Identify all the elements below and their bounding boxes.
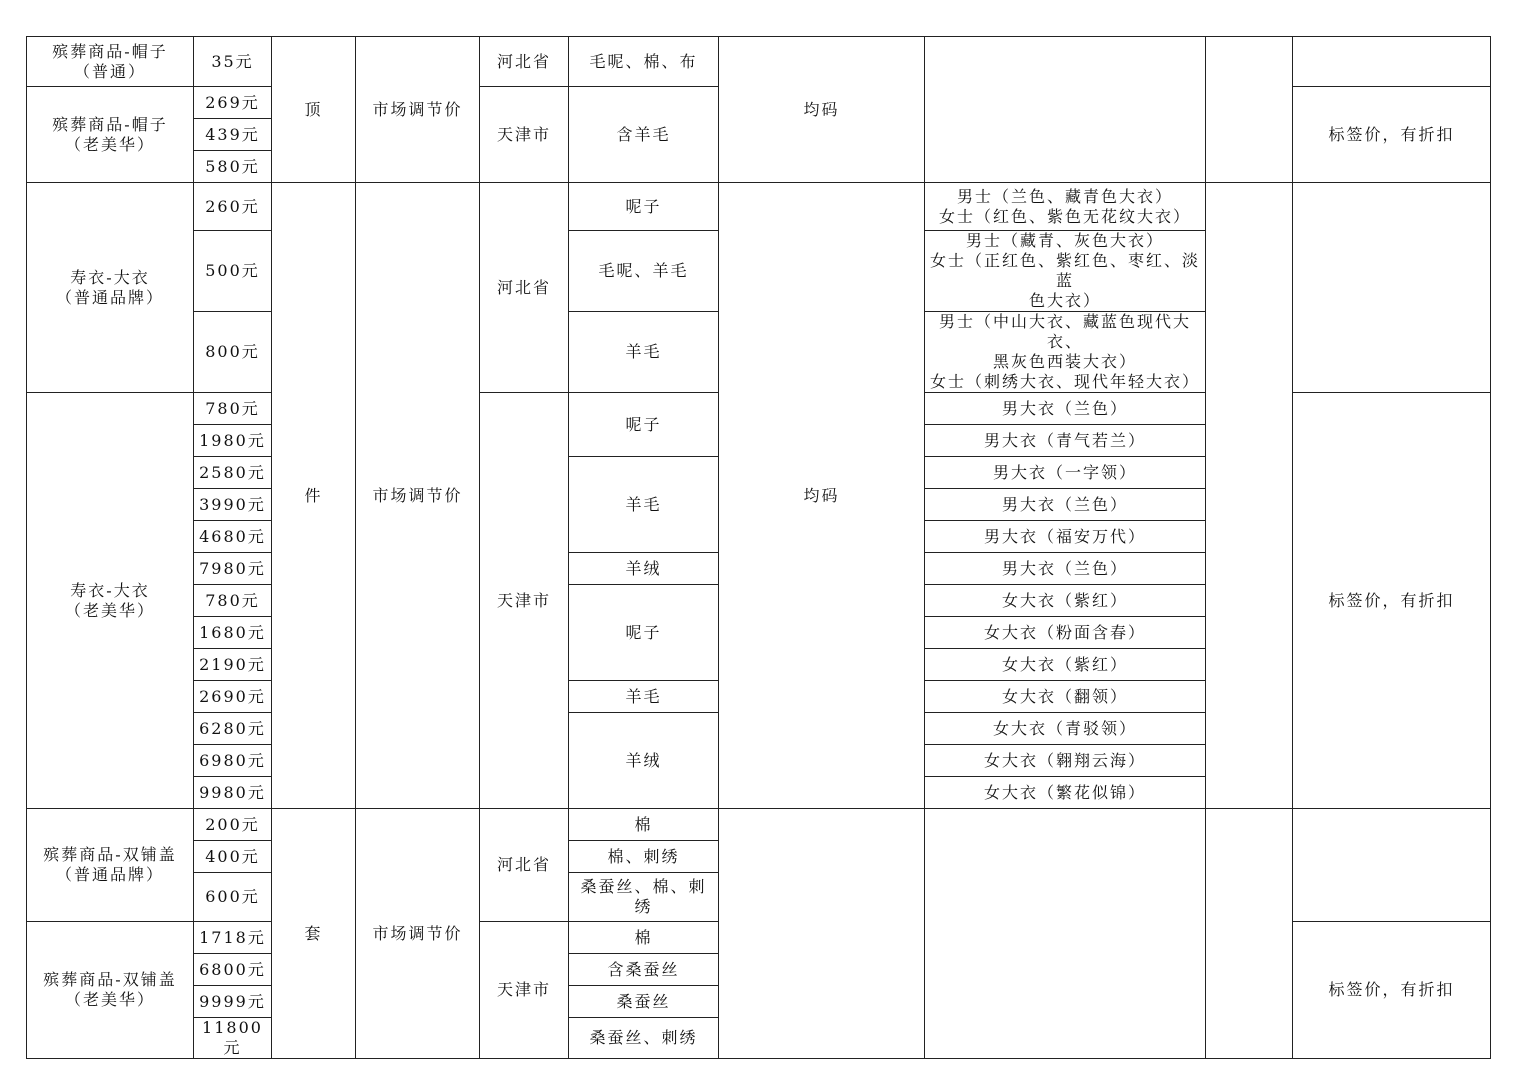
product-name: 寿衣-大衣 （老美华） [27,393,194,809]
table-row [27,809,1491,841]
description-cell: 女大衣（紫红） [925,585,1206,617]
description-cell: 女大衣（繁花似锦） [925,777,1206,809]
description-cell: 女大衣（紫红） [925,649,1206,681]
description-cell [925,809,1206,1059]
description-cell: 女大衣（翻领） [925,681,1206,713]
table-row [27,183,1491,231]
table-row [27,37,1491,87]
description-cell [925,37,1206,183]
material-cell: 棉、刺绣 [569,841,719,873]
remark-cell: 标签价，有折扣 [1293,922,1491,1059]
remark-cell [1293,809,1491,922]
description-cell: 男大衣（一字领） [925,457,1206,489]
product-name: 寿衣-大衣 （普通品牌） [27,183,194,393]
origin-cell: 河北省 [480,809,569,922]
price-cell: 269元 [194,87,272,119]
price-cell: 9999元 [194,986,272,1018]
price-cell: 2580元 [194,457,272,489]
pricing-type-cell: 市场调节价 [356,37,480,183]
price-cell: 9980元 [194,777,272,809]
material-cell: 羊毛 [569,681,719,713]
price-cell: 2690元 [194,681,272,713]
remark-cell: 标签价，有折扣 [1293,393,1491,809]
remark-cell [1293,183,1491,393]
size-cell: 均码 [719,37,925,183]
material-cell: 桑蚕丝、棉、刺绣 [569,873,719,922]
material-cell: 羊绒 [569,713,719,809]
material-cell: 呢子 [569,585,719,681]
price-cell: 260元 [194,183,272,231]
price-cell: 780元 [194,585,272,617]
description-cell: 男士（藏青、灰色大衣） 女士（正红色、紫红色、枣红、淡蓝 色大衣） [925,231,1206,312]
material-cell: 羊绒 [569,553,719,585]
price-cell: 3990元 [194,489,272,521]
price-cell: 6280元 [194,713,272,745]
product-name: 殡葬商品-帽子 （普通） [27,37,194,87]
material-cell: 棉 [569,809,719,841]
origin-cell: 天津市 [480,393,569,809]
price-table [26,36,1491,1059]
unit-cell: 顶 [272,37,356,183]
origin-cell: 天津市 [480,87,569,183]
description-cell: 男士（兰色、藏青色大衣） 女士（红色、紫色无花纹大衣） [925,183,1206,231]
price-cell: 800元 [194,312,272,393]
price-cell: 1718元 [194,922,272,954]
price-cell: 35元 [194,37,272,87]
price-cell: 11800元 [194,1018,272,1059]
description-cell: 男大衣（青气若兰） [925,425,1206,457]
product-name: 殡葬商品-帽子 （老美华） [27,87,194,183]
size-cell: 均码 [719,183,925,809]
price-cell: 600元 [194,873,272,922]
price-cell: 7980元 [194,553,272,585]
origin-cell: 河北省 [480,37,569,87]
price-cell: 6980元 [194,745,272,777]
remark-cell: 标签价，有折扣 [1293,87,1491,183]
origin-cell: 天津市 [480,922,569,1059]
material-cell: 呢子 [569,183,719,231]
description-cell: 女大衣（粉面含春） [925,617,1206,649]
description-cell: 男大衣（兰色） [925,553,1206,585]
price-cell: 439元 [194,119,272,151]
size-cell [719,809,925,1059]
product-name: 殡葬商品-双铺盖 （老美华） [27,922,194,1059]
description-cell: 男大衣（福安万代） [925,521,1206,553]
price-cell: 580元 [194,151,272,183]
material-cell: 羊毛 [569,312,719,393]
unit-cell: 件 [272,183,356,809]
material-cell: 含桑蚕丝 [569,954,719,986]
description-cell: 男大衣（兰色） [925,393,1206,425]
remark-cell [1293,37,1491,87]
price-cell: 200元 [194,809,272,841]
blank-cell [1206,809,1293,1059]
price-cell: 6800元 [194,954,272,986]
material-cell: 毛呢、羊毛 [569,231,719,312]
material-cell: 桑蚕丝 [569,986,719,1018]
product-name: 殡葬商品-双铺盖 （普通品牌） [27,809,194,922]
pricing-type-cell: 市场调节价 [356,183,480,809]
description-cell: 男士（中山大衣、藏蓝色现代大衣、 黑灰色西装大衣） 女士（刺绣大衣、现代年轻大衣） [925,312,1206,393]
origin-cell: 河北省 [480,183,569,393]
price-cell: 4680元 [194,521,272,553]
price-cell: 1980元 [194,425,272,457]
pricing-type-cell: 市场调节价 [356,809,480,1059]
material-cell: 毛呢、棉、布 [569,37,719,87]
blank-cell [1206,183,1293,809]
material-cell: 棉 [569,922,719,954]
description-cell: 男大衣（兰色） [925,489,1206,521]
material-cell: 桑蚕丝、刺绣 [569,1018,719,1059]
unit-cell: 套 [272,809,356,1059]
price-cell: 500元 [194,231,272,312]
description-cell: 女大衣（青驳领） [925,713,1206,745]
price-cell: 2190元 [194,649,272,681]
description-cell: 女大衣（翱翔云海） [925,745,1206,777]
material-cell: 羊毛 [569,457,719,553]
price-cell: 400元 [194,841,272,873]
price-cell: 780元 [194,393,272,425]
material-cell: 呢子 [569,393,719,457]
price-cell: 1680元 [194,617,272,649]
blank-cell [1206,37,1293,183]
material-cell: 含羊毛 [569,87,719,183]
